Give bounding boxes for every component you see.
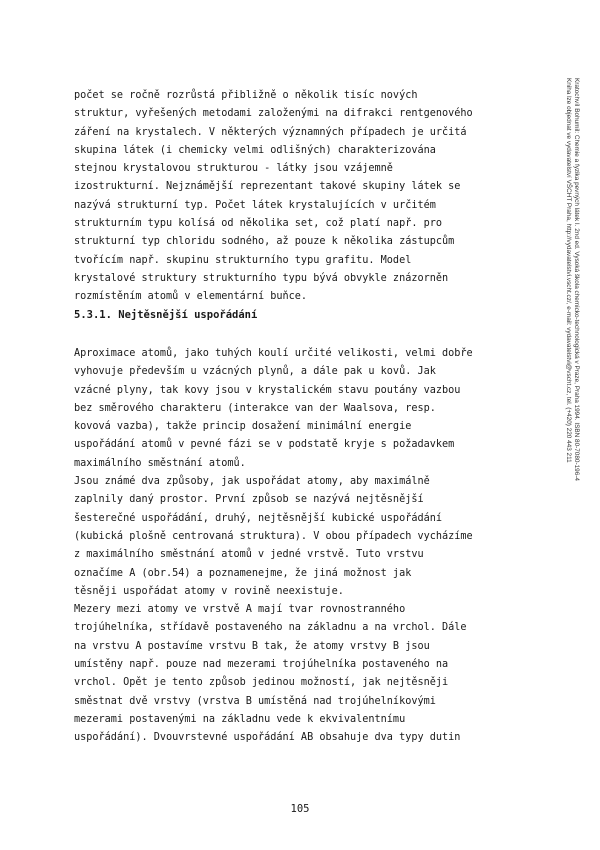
text-line: izostrukturní. Nejznámější reprezentant takové skupiny látek se (74, 181, 461, 193)
text-line: Jsou známé dva způsoby, jak uspořádat atomy, aby maximálně (74, 476, 430, 488)
text-line: Aproximace atomů, jako tuhých koulí určité velikosti, velmi dobře (74, 348, 473, 359)
text-line: vzácné plyny, tak kovy jsou v krystalickém stavu poutány vazbou (74, 384, 461, 396)
text-line: uspořádání atomů v pevné fázi se v podstatě kryje s požadavkem (74, 439, 455, 451)
paragraph-intro (74, 87, 530, 307)
page-number: 105 (290, 803, 310, 815)
paragraph-closest-packing (74, 345, 530, 748)
text-line: kovová vazba), takže princip dosažení minimální energie (74, 421, 412, 433)
text-line: z maximálního směstnání atomů v jedné vrstvě. Tuto vrstvu (74, 549, 424, 561)
text-line: strukturním typu kolísá od několika set, což platí např. pro (74, 218, 443, 230)
section-heading: 5.3.1. Nejtěsnější uspořádání (74, 309, 258, 321)
text-line: skupina látek (i chemicky velmi odlišných) charakterizována (74, 144, 436, 156)
text-line: strukturní typ chloridu sodného, až pouze k několika zástupcům (74, 236, 455, 248)
text-line: uspořádání). Dvouvrstevné uspořádání AB obsahuje dva typy dutin (74, 732, 461, 744)
text-line: rozmístěním atomů v elementární buňce. (74, 291, 308, 303)
text-line: počet se ročně rozrůstá přibližně o několik tisíc nových (74, 90, 418, 101)
side-note-rotated (565, 78, 580, 738)
text-line: mezerami postavenými na základnu vede k ekvivalentnímu (74, 713, 406, 725)
text-line: záření na krystalech. V některých významných případech je určitá (74, 126, 467, 138)
text-line: umístěny např. pouze nad mezerami trojúhelníka postaveného na (74, 659, 449, 671)
text-line: krystalové struktury strukturního typu bývá obvykle znázorněn (74, 272, 449, 284)
text-line: Mezery mezi atomy ve vrstvě A mají tvar rovnostranného (74, 604, 406, 616)
side-note-line: Kratochvíl Bohumil: Chemie a fyzika pevných látek I. 2nd ed. Vysoká škola chemicko-technologická v Praze, Praha 1994. ISBN 80-7080-196-4 (573, 78, 580, 481)
text-line: tvořícím např. skupinu strukturního typu grafitu. Model (74, 254, 412, 266)
text-line: bez směrového charakteru (interakce van der Waalsova, resp. (74, 402, 436, 414)
text-line: směstnat dvě vrstvy (vrstva B umístěná nad trojúhelníkovými (74, 695, 436, 707)
text-line: vyhovuje především u vzácných plynů, a dále pak u kovů. Jak (74, 366, 436, 378)
text-line: těsněji uspořádat atomy v rovině neexistuje. (74, 585, 344, 597)
text-line: zaplnily daný prostor. První způsob se nazývá nejtěsnější (74, 494, 424, 506)
text-line: stejnou krystalovou strukturou - látky jsou vzájemně (74, 163, 393, 175)
text-line: označíme A (obr.54) a poznamenejme, že jiná možnost jak (74, 567, 412, 579)
text-line: (kubická plošně centrovaná struktura). V obou případech vycházíme (74, 530, 473, 542)
text-line: trojúhelníka, střídavě postaveného na základnu a na vrchol. Dále (74, 622, 467, 634)
text-line: vrchol. Opět je tento způsob jedinou možností, jak nejtěsněji (74, 677, 449, 689)
text-line: maximálního směstnání atomů. (74, 457, 246, 469)
side-note-line: Kniha lze objednat ve vydavatelství VŠCHT Praha, http://vydavatelstvi.vscht.cz/, e-mail: vydavatelstvi@vscht.cz, tel. (+420) 220 443 211 (565, 78, 573, 463)
text-line: nazývá strukturní typ. Počet látek krystalujících v určitém (74, 199, 436, 211)
text-line: šesterečné uspořádání, druhý, nejtěsnější kubické uspořádání (74, 512, 443, 524)
publisher-side-note (566, 78, 580, 738)
text-line: na vrstvu A postavíme vrstvu B tak, že atomy vrstvy B jsou (74, 640, 430, 652)
text-line: struktur, vyřešených metodami založenými na difrakci rentgenového (74, 108, 473, 120)
